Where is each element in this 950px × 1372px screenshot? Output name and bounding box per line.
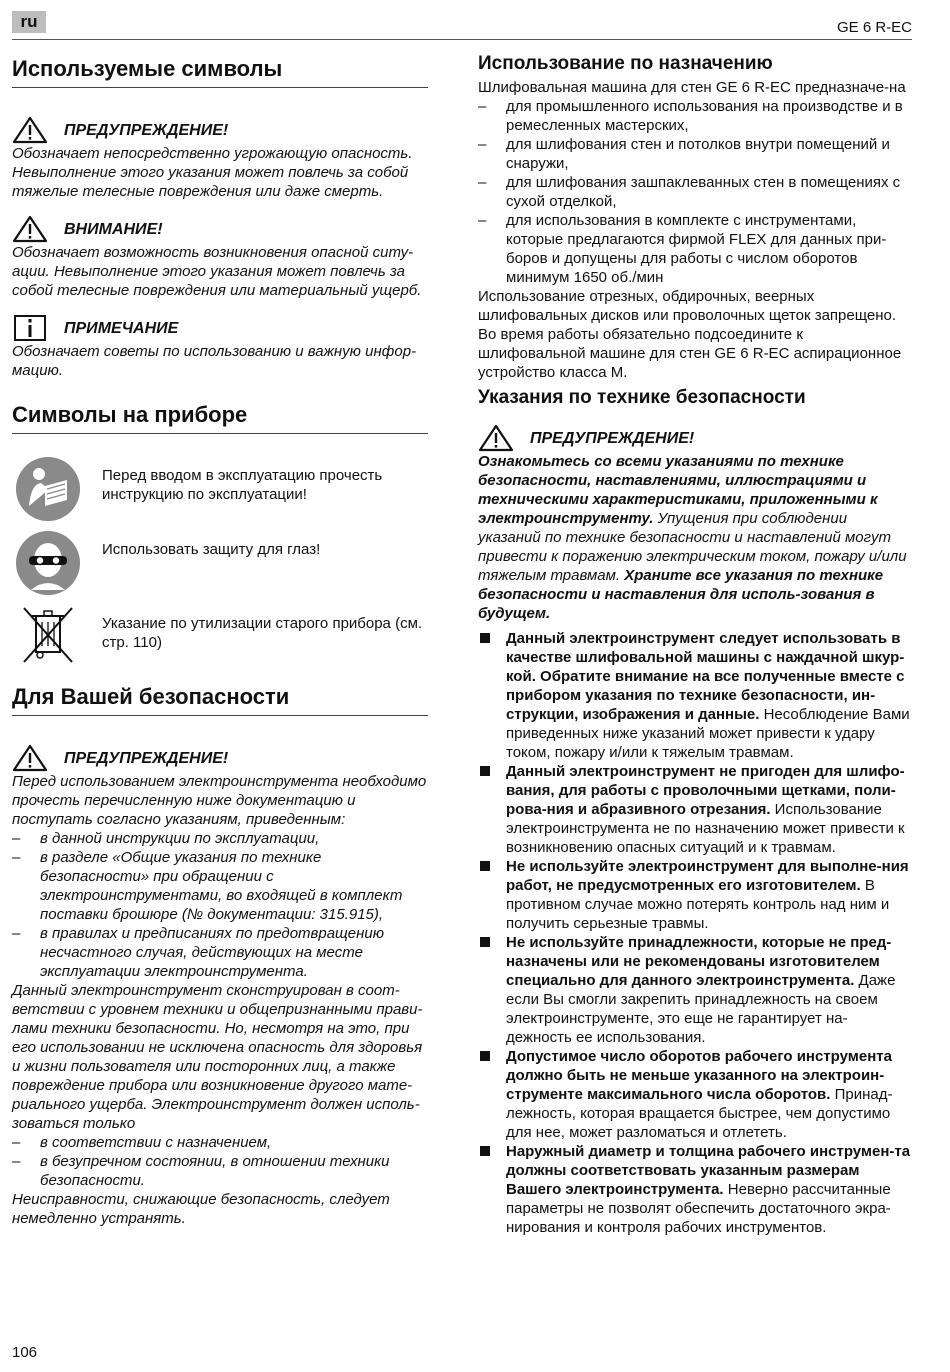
- safety-end: Неисправности, снижающие безопасность, следует немедленно устранять.: [12, 1191, 390, 1227]
- warning-triangle-icon: [12, 116, 48, 144]
- warning-triangle-icon: [478, 424, 514, 452]
- symbols-heading: Используемые символы: [12, 48, 428, 88]
- purpose-list: [478, 97, 912, 287]
- note-text: Обозначает советы по использованию и важную инфор-мацию.: [12, 343, 417, 379]
- warning-heading: [12, 116, 428, 144]
- bullet-plain: Несоблюдение Вами приведенных ниже указаний может привести к удару током, пожару и/или к тяжелым травмам.: [506, 706, 910, 761]
- bullet-bold: Наружный диаметр и толщина рабочего инструмен-та должны соответствовать указанным размерам Вашего электроинструмента.: [506, 1143, 911, 1198]
- list-item: [478, 629, 912, 762]
- caution-triangle-icon: [12, 215, 48, 243]
- list-item: [478, 762, 912, 857]
- read-manual-icon: [15, 456, 81, 522]
- warning-bold-2: Храните все указания по технике безопасности и наставления для исполь-зования в будущем.: [478, 567, 884, 622]
- square-bullet-icon: [480, 1051, 490, 1061]
- purpose-heading: Использование по назначению: [478, 53, 773, 74]
- warning-label: ПРЕДУПРЕЖДЕНИЕ!: [64, 121, 229, 139]
- warning-plain: Упущения при соблюдении указаний по технике безопасности и наставлений могут привести к поражению электрическим током, пожару и/или тяжелым травмам.: [478, 510, 907, 584]
- right-warning-heading: [478, 424, 912, 452]
- page-number: 106: [12, 1344, 38, 1361]
- safety-instructions-heading: Указания по технике безопасности: [478, 387, 806, 408]
- symbol-eye-protection: [12, 530, 428, 596]
- eye-protection-icon: [15, 530, 81, 596]
- symbol-read-manual-text: Перед вводом в эксплуатацию прочесть инструкцию по эксплуатации!: [102, 467, 383, 503]
- square-bullet-icon: [480, 937, 490, 947]
- list-item: [478, 1142, 912, 1237]
- bullet-bold: Допустимое число оборотов рабочего инструмента должно быть не меньше указанного на электроин-струменте максимального числа оборотов.: [506, 1048, 892, 1103]
- note-label: ПРИМЕЧАНИЕ: [64, 319, 179, 337]
- safety-warning-heading: [12, 744, 428, 772]
- right-warning-label: ПРЕДУПРЕЖДЕНИЕ!: [530, 429, 695, 447]
- language-badge: ru: [12, 11, 46, 33]
- list-item: [478, 857, 912, 933]
- bullet-bold: Данный электроинструмент следует использовать в качестве шлифовальной машины с наждачной шкур-кой. Обратите внимание на все полученные вместе с прибором указания по технике безопасности, ин-струкции, изображения и данные.: [506, 630, 905, 723]
- bullet-bold: Не используйте электроинструмент для выполне-ния работ, не предусмотренных его изготовителем.: [506, 858, 909, 894]
- left-column: [12, 48, 428, 1228]
- list-item: – для использования в комплекте с инструментами, которые предлагаются фирмой FLEX для данных при-боров и допущены для работы с числом оборотов минимум 1650 об./мин: [478, 211, 912, 287]
- right-column: [478, 48, 912, 1237]
- right-warning-text: [478, 452, 912, 623]
- list-item: [478, 933, 912, 1047]
- list-item: – для промышленного использования на производстве и в ремесленных мастерских,: [478, 97, 912, 135]
- safety-docs-list: [12, 829, 428, 981]
- list-item: – в данной инструкции по эксплуатации,: [12, 829, 428, 848]
- list-item: – для шлифования стен и потолков внутри помещений и снаружи,: [478, 135, 912, 173]
- device-symbols-heading: Символы на приборе: [12, 394, 428, 434]
- warning-triangle-icon: [12, 744, 48, 772]
- crossed-bin-icon: [20, 604, 76, 666]
- bullet-bold: Не используйте принадлежности, которые не пред-назначены или не рекомендованы изготовителем специально для данного электроинструмента.: [506, 934, 892, 989]
- safety-paragraph: Данный электроинструмент сконструирован в соот-ветствии с уровнем техники и общепризнанными прави-лами техники безопасности. Но, несмотря на это, при его использовании не исключена опасность для здоровья и жизни пользователя или посторонних лиц, а также повреждение прибора или возникновение другого мате-риального ущерба. Электроинструмент должен исполь-зоваться только: [12, 982, 423, 1132]
- model-name: GE 6 R-EC: [836, 19, 912, 36]
- bullet-plain: Даже если Вы смогли закрепить принадлежность на своем электроинструменте, это еще не гарантирует на-дежность ее использования.: [506, 972, 896, 1046]
- header-divider: [12, 39, 912, 40]
- symbol-eye-protection-text: Использовать защиту для глаз!: [102, 541, 321, 558]
- symbol-disposal: [12, 604, 428, 666]
- bullet-bold: Данный электроинструмент не пригоден для шлифо-вания, для работы с проволочными щетками, поли-рова-ния и абразивного отрезания.: [506, 763, 905, 818]
- safety-intro: Перед использованием электроинструмента необходимо прочесть перечисленную ниже документацию и поступать согласно указаниям, приведенным:: [12, 773, 427, 828]
- symbol-disposal-text: Указание по утилизации старого прибора (см. стр. 110): [102, 615, 423, 651]
- list-item: – в безупречном состоянии, в отношении техники безопасности.: [12, 1152, 428, 1190]
- list-item: – в разделе «Общие указания по технике безопасности» при обращении с электроинструментами, во входящей в комплект поставки брошюре (№ документации: 315.915),: [12, 848, 428, 924]
- safety-heading: Для Вашей безопасности: [12, 676, 428, 716]
- bullet-plain: В противном случае можно потерять контроль над ним и получить серьезные травмы.: [506, 877, 890, 932]
- purpose-paragraph: Использование отрезных, обдирочных, веерных шлифовальных дисков или проволочных щеток запрещено. Во время работы обязательно подсоедините к шлифовальной машине для стен GE 6 R-EC аспирационное устройство класса M.: [478, 288, 902, 381]
- square-bullet-icon: [480, 861, 490, 871]
- square-bullet-icon: [480, 1146, 490, 1156]
- caution-text: Обозначает возможность возникновения опасной ситу-ации. Невыполнение этого указания может повлечь за собой телесные повреждения или материальный ущерб.: [12, 244, 422, 299]
- safety-warning-label: ПРЕДУПРЕЖДЕНИЕ!: [64, 749, 229, 767]
- safety-bullets: [478, 629, 912, 1237]
- caution-heading: [12, 215, 428, 243]
- info-icon: [12, 314, 48, 342]
- list-item: – в правилах и предписаниях по предотвращению несчастного случая, действующих на месте эксплуатации электроинструмента.: [12, 924, 428, 981]
- bullet-plain: Принад-лежность, которая вращается быстрее, чем допустимо для нее, может разломаться и отлететь.: [506, 1086, 893, 1141]
- purpose-intro: Шлифовальная машина для стен GE 6 R-EC предназначе-на: [478, 79, 906, 96]
- note-heading: [12, 314, 428, 342]
- bullet-plain: Неверно рассчитанные параметры не позволят обеспечить достаточного экра-нирования и контроля рабочих инструментов.: [506, 1181, 891, 1236]
- caution-label: ВНИМАНИЕ!: [64, 220, 163, 238]
- list-item: [478, 1047, 912, 1142]
- square-bullet-icon: [480, 766, 490, 776]
- warning-text: Обозначает непосредственно угрожающую опасность. Невыполнение этого указания может повлечь за собой тяжелые телесные повреждения или даже смерть.: [12, 145, 413, 200]
- bullet-plain: Использование электроинструмента не по назначению может привести к возникновению опасных ситуаций и к травмам.: [506, 801, 905, 856]
- symbol-read-manual: [12, 456, 428, 522]
- safety-conditions-list: [12, 1133, 428, 1190]
- list-item: – для шлифования зашпаклеванных стен в помещениях с сухой отделкой,: [478, 173, 912, 211]
- square-bullet-icon: [480, 633, 490, 643]
- warning-bold-1: Ознакомьтесь со всеми указаниями по технике безопасности, наставлениями, иллюстрациями и техническими характеристиками, приложенными к электроинструменту.: [478, 453, 878, 527]
- list-item: – в соответствии с назначением,: [12, 1133, 428, 1152]
